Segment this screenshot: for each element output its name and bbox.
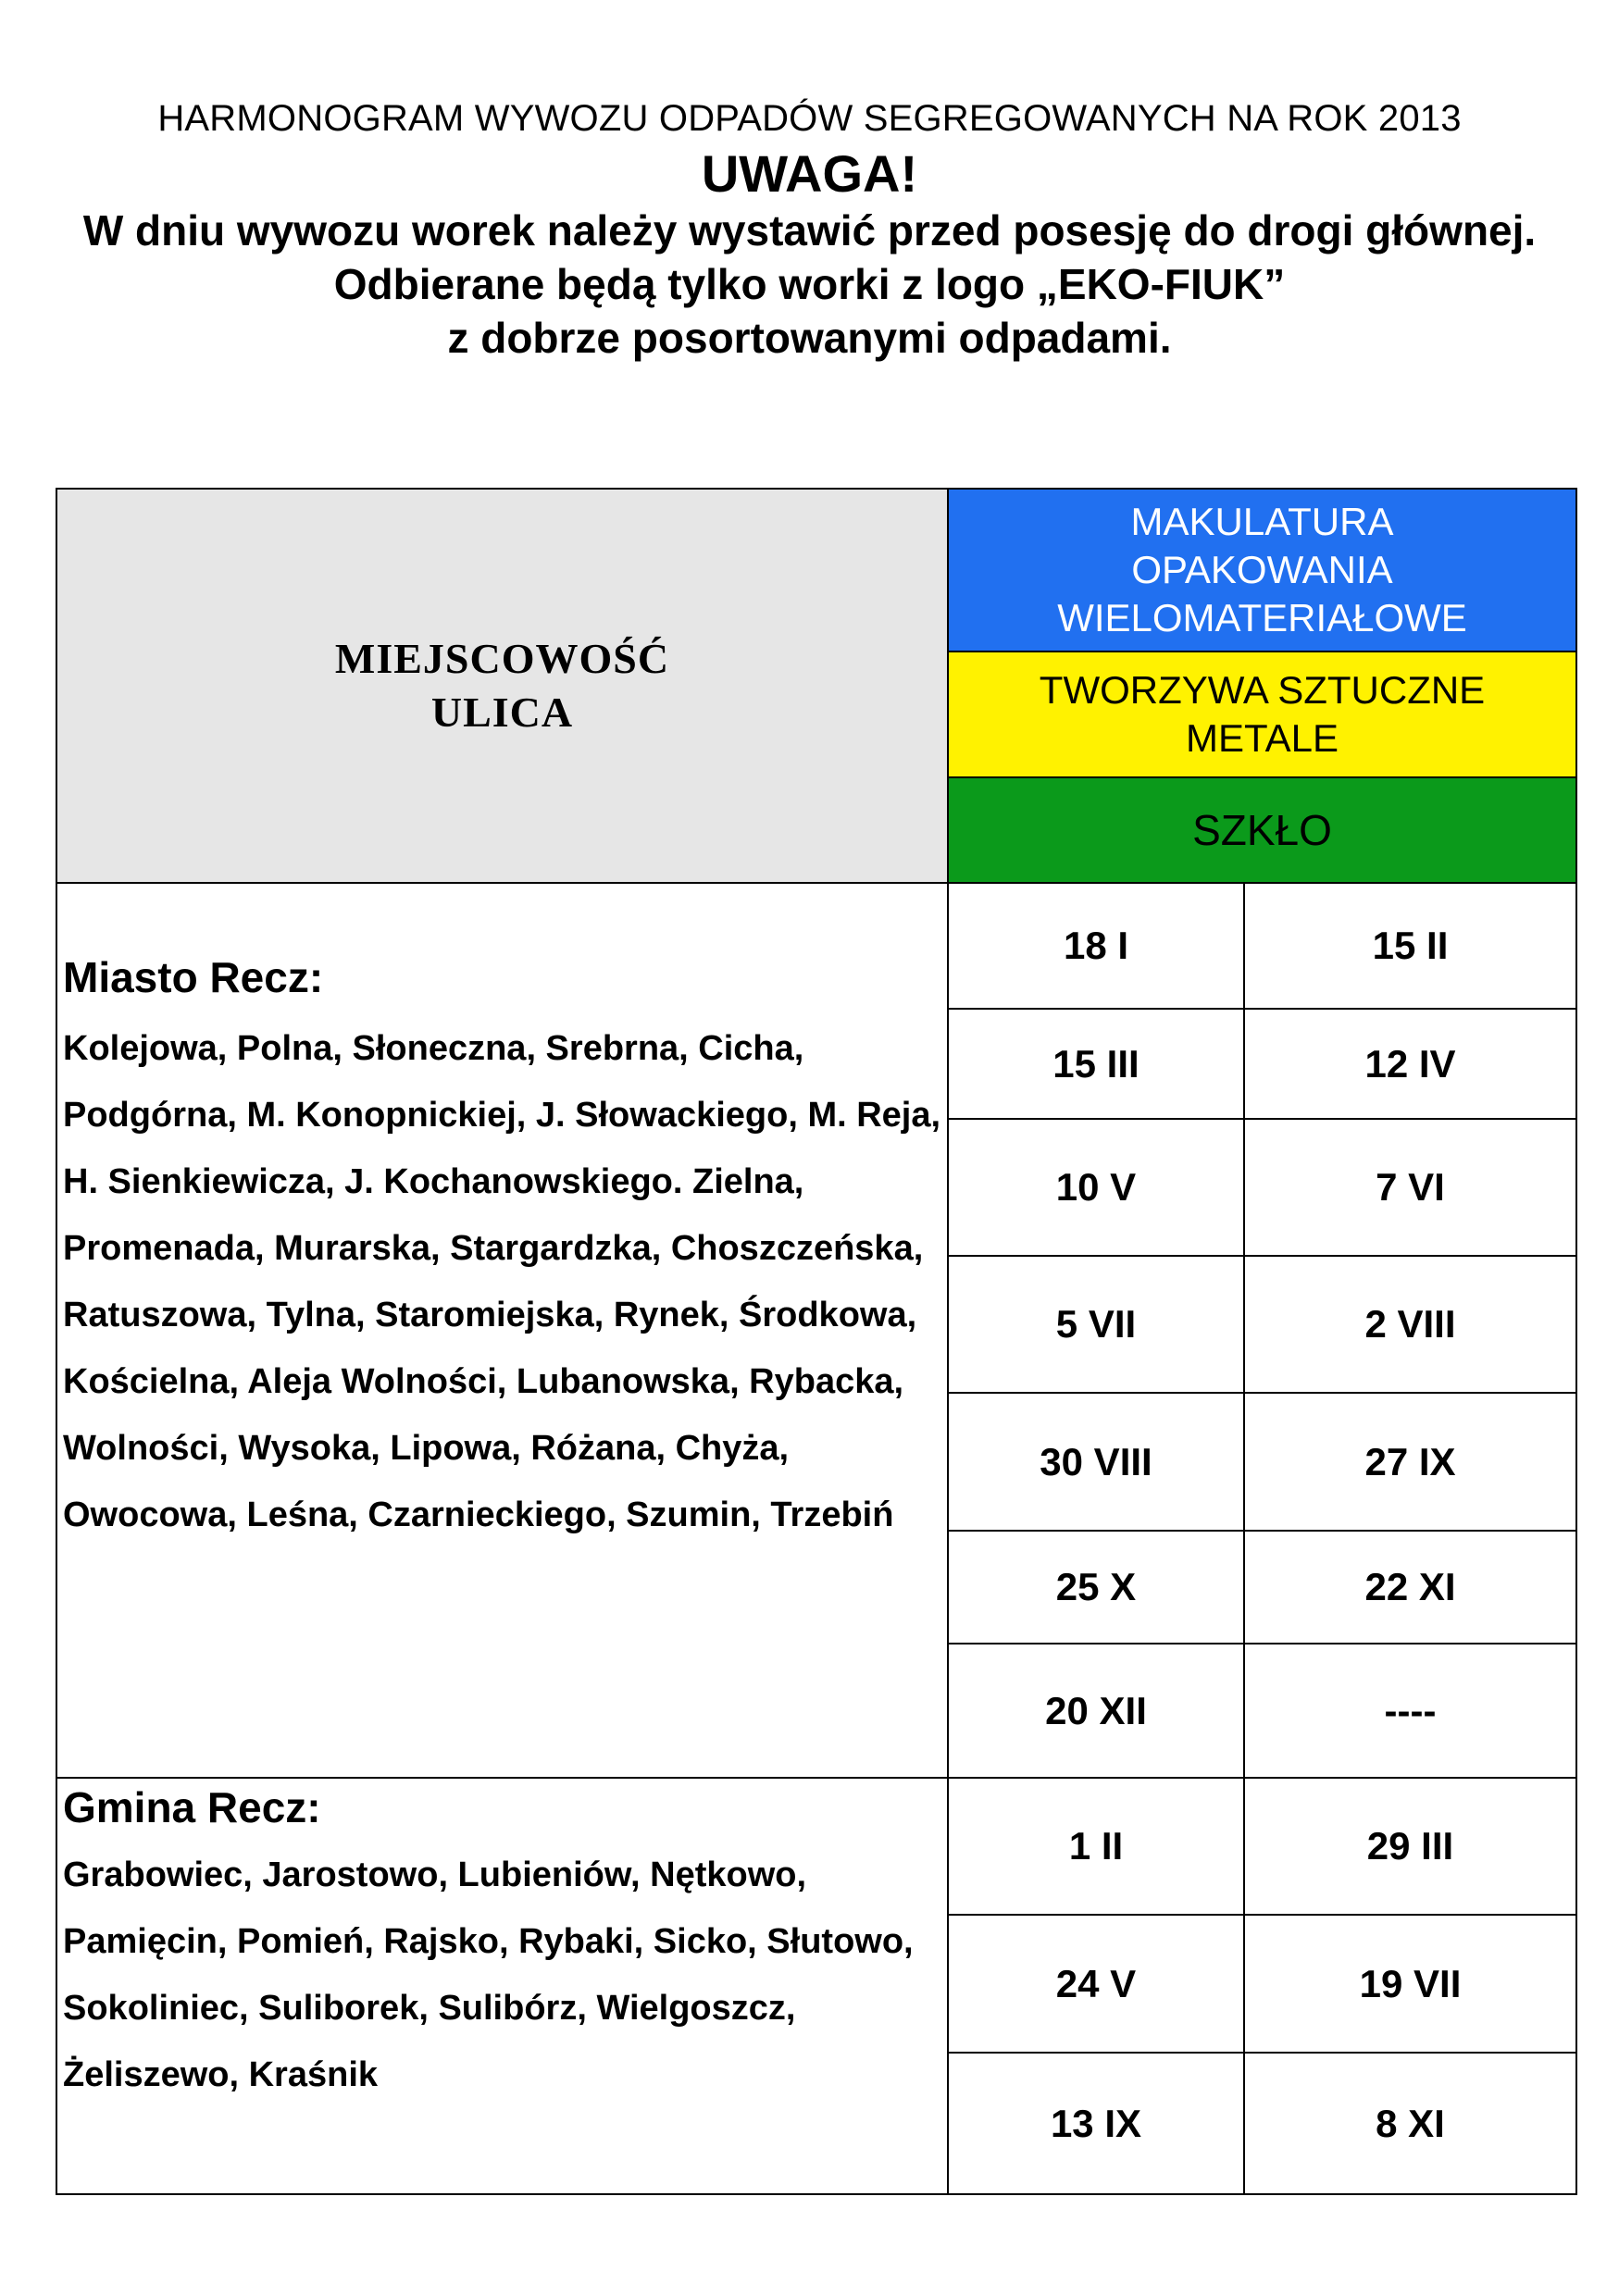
category-multimaterial-label: WIELOMATERIAŁOWE — [1057, 596, 1467, 639]
pickup-date: 19 VII — [1244, 1915, 1576, 2053]
street-header-label: ULICA — [430, 689, 574, 736]
category-glass-label: SZKŁO — [1192, 806, 1332, 854]
category-paper-multimaterial — [948, 489, 1576, 652]
notice-text: W dniu wywozu worek należy wystawić przed posesję do drogi głównej. — [82, 206, 1537, 254]
pickup-date: 30 VIII — [948, 1393, 1244, 1531]
pickup-date: ---- — [1244, 1644, 1576, 1778]
location-street-header — [56, 489, 948, 883]
warning-heading: UWAGA! — [701, 144, 918, 203]
schedule-table — [56, 488, 1577, 2195]
document-header — [0, 93, 1619, 365]
area-streets: Kolejowa, Polna, Słoneczna, Srebrna, Cicha, Podgórna, M. Konopnickiej, J. Słowackiego, M. Reja, H. Sienkiewicza, J. Kochanowskiego. Zielna, Promenada, Murarska, Stargardzka, Choszczeńska, Ratuszowa, Tylna, Staromiejska, Rynek, Środkowa, Kościelna, Aleja Wolności, Lubanowska, Rybacka, Wolności, Wysoka, Lipowa, Różana, Chyża, Owocowa, Leśna, Czarnieckiego, Szumin, Trzebiń — [63, 1029, 941, 1534]
category-plastics-label: TWORZYWA SZTUCZNE — [1039, 668, 1486, 712]
area-name: Gmina Recz: — [63, 1783, 321, 1831]
pickup-date: 15 III — [948, 1009, 1244, 1119]
category-paper-label: MAKULATURA — [1130, 500, 1394, 543]
pickup-date: 18 I — [948, 883, 1244, 1009]
area-cell-gmina — [56, 1778, 948, 2194]
pickup-date: 24 V — [948, 1915, 1244, 2053]
pickup-date: 10 V — [948, 1119, 1244, 1256]
table-row — [56, 883, 1576, 1009]
bag-note-line1: Odbierane będą tylko worki z logo „EKO-FIUK” — [333, 260, 1286, 308]
pickup-date: 1 II — [948, 1778, 1244, 1915]
bag-note-line2: z dobrze posortowanymi odpadami. — [447, 314, 1172, 362]
pickup-date: 15 II — [1244, 883, 1576, 1009]
pickup-date: 5 VII — [948, 1256, 1244, 1393]
area-streets: Grabowiec, Jarostowo, Lubieniów, Nętkowo, Pamięcin, Pomień, Rajsko, Rybaki, Sicko, Słutowo, Sokoliniec, Suliborek, Sulibórz, Wielgoszcz, Żeliszewo, Kraśnik — [63, 1855, 914, 2094]
pickup-date: 22 XI — [1244, 1531, 1576, 1644]
category-metals-label: METALE — [1186, 716, 1339, 760]
category-packaging-label: OPAKOWANIA — [1131, 548, 1393, 591]
pickup-date: 29 III — [1244, 1778, 1576, 1915]
pickup-date: 25 X — [948, 1531, 1244, 1644]
category-glass — [948, 777, 1576, 883]
pickup-date: 8 XI — [1244, 2053, 1576, 2194]
pickup-date: 13 IX — [948, 2053, 1244, 2194]
area-name: Miasto Recz: — [63, 953, 324, 1001]
pickup-date: 27 IX — [1244, 1393, 1576, 1531]
table-row — [56, 1778, 1576, 1915]
pickup-date: 20 XII — [948, 1644, 1244, 1778]
pickup-date: 7 VI — [1244, 1119, 1576, 1256]
location-header-label: MIEJSCOWOŚĆ — [334, 635, 670, 682]
area-cell-miasto — [56, 883, 948, 1778]
pickup-date: 12 IV — [1244, 1009, 1576, 1119]
document-title: HARMONOGRAM WYWOZU ODPADÓW SEGREGOWANYCH NA ROK 2013 — [157, 98, 1462, 139]
category-plastics-metals — [948, 652, 1576, 777]
pickup-date: 2 VIII — [1244, 1256, 1576, 1393]
